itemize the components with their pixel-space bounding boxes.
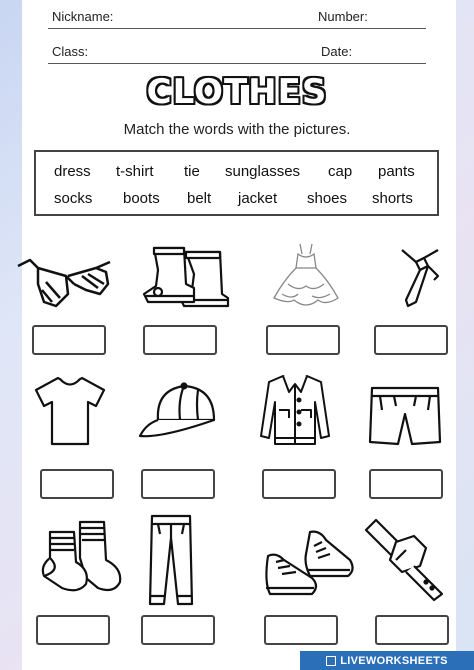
word-tshirt: t-shirt [116, 163, 154, 180]
tshirt-icon [32, 374, 108, 448]
answer-box-4[interactable] [374, 325, 448, 355]
jacket-icon [255, 372, 335, 452]
nickname-line [48, 28, 426, 29]
class-line [48, 63, 426, 64]
word-pants: pants [378, 163, 415, 180]
answer-box-7[interactable] [262, 469, 336, 499]
liveworksheets-badge[interactable] [300, 651, 474, 670]
instructions: Match the words with the pictures. [123, 121, 351, 138]
word-tie: tie [184, 163, 200, 180]
answer-box-9[interactable] [36, 615, 110, 645]
answer-box-5[interactable] [40, 469, 114, 499]
belt-icon [362, 516, 446, 602]
word-dress: dress [54, 163, 91, 180]
answer-box-3[interactable] [266, 325, 340, 355]
answer-box-6[interactable] [141, 469, 215, 499]
word-shoes: shoes [307, 190, 348, 207]
word-belt: belt [187, 190, 212, 207]
sunglasses-icon [16, 254, 112, 314]
shoes-icon [262, 526, 356, 606]
nickname-label: Nickname: [52, 9, 114, 24]
class-label: Class: [52, 44, 89, 59]
tie-icon [396, 244, 446, 310]
pants-icon [144, 512, 198, 608]
number-label: Number: [318, 9, 368, 24]
cap-icon [138, 380, 222, 442]
answer-box-1[interactable] [32, 325, 106, 355]
word-sunglasses: sunglasses [225, 163, 301, 180]
page-title: CLOTHES [146, 72, 328, 112]
socks-icon [36, 518, 128, 596]
dress-icon [268, 240, 344, 312]
answer-box-10[interactable] [141, 615, 215, 645]
shorts-icon [366, 380, 444, 448]
answer-box-11[interactable] [264, 615, 338, 645]
answer-box-12[interactable] [375, 615, 449, 645]
footer-brand: LIVEWORKSHEETS [340, 654, 448, 667]
word-socks: socks [54, 190, 93, 207]
word-shorts: shorts [372, 190, 413, 207]
liveworksheets-logo-icon [326, 656, 336, 666]
answer-box-2[interactable] [143, 325, 217, 355]
date-label: Date: [321, 44, 353, 59]
answer-box-8[interactable] [369, 469, 443, 499]
word-boots: boots [123, 190, 160, 207]
boots-icon [140, 244, 232, 310]
word-jacket: jacket [238, 190, 278, 207]
word-cap: cap [328, 163, 353, 180]
